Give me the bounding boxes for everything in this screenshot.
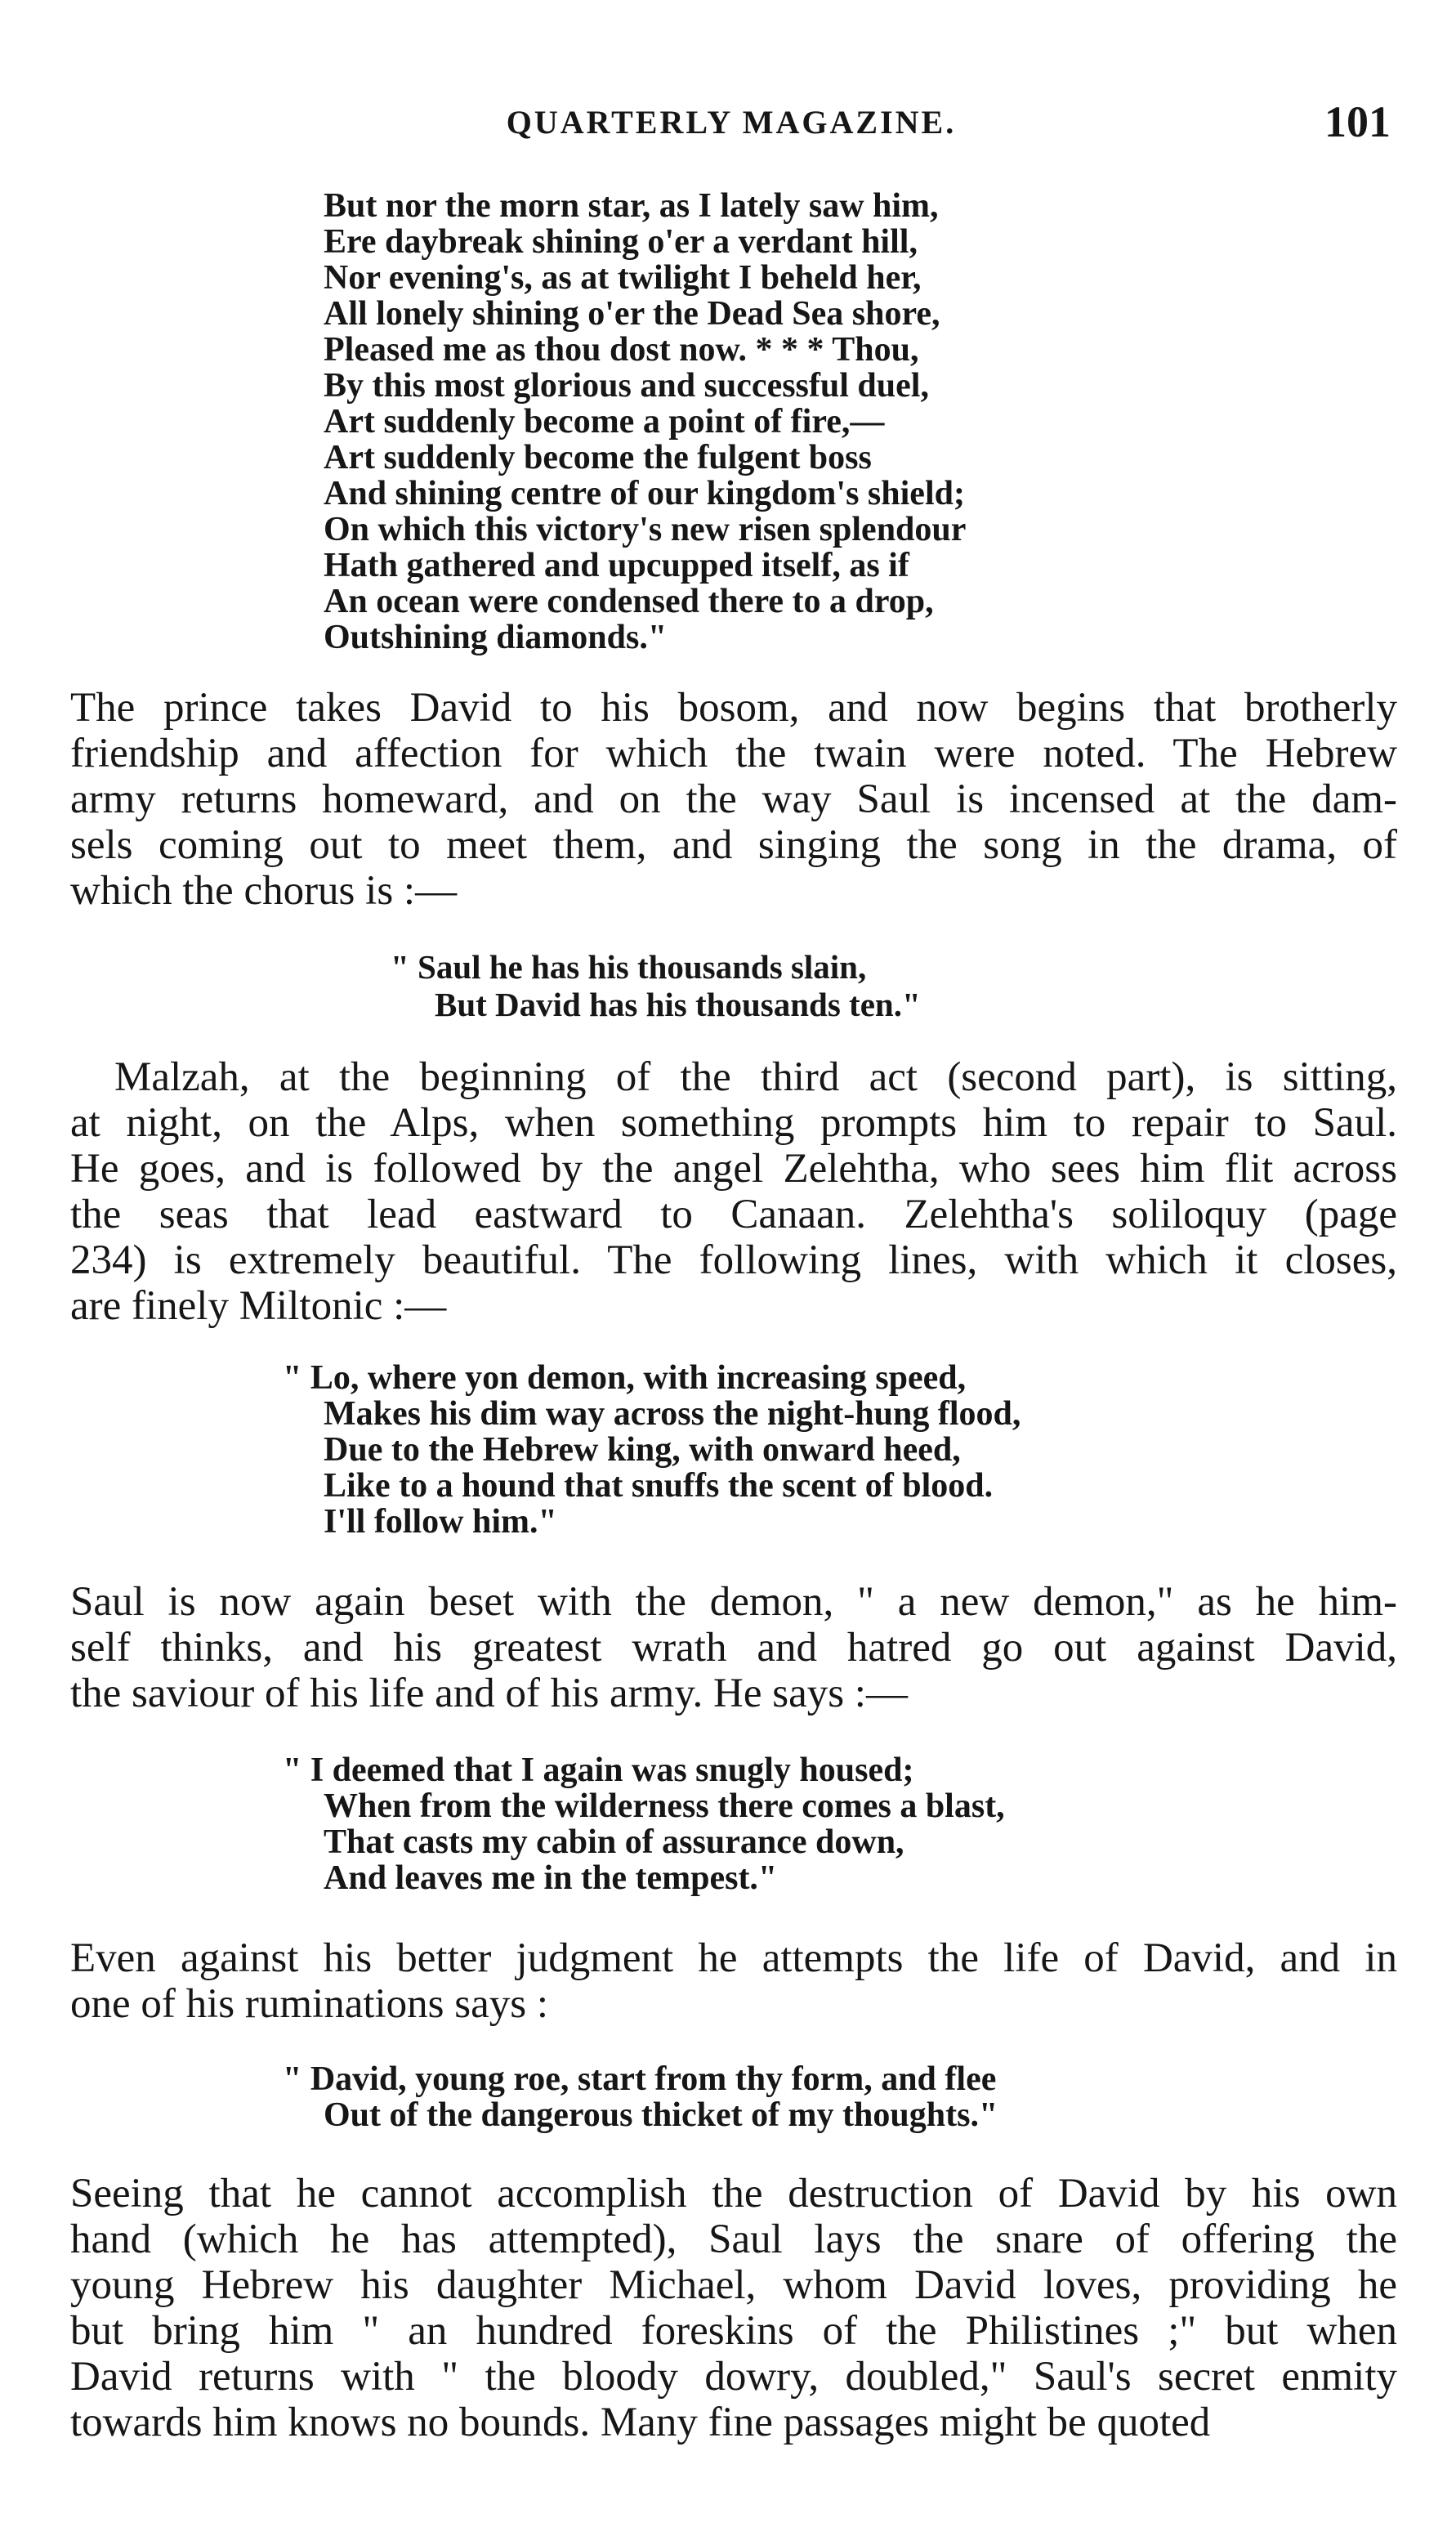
- page-header: [72, 96, 1391, 162]
- text-line: 234) is extremely beautiful. The following lines, with which it closes,: [70, 1237, 1397, 1283]
- verse-line: Out of the dangerous thicket of my thoughts.": [324, 2096, 998, 2134]
- paragraph-better-judgment: [70, 1935, 1397, 2027]
- verse-line: And leaves me in the tempest.": [324, 1859, 778, 1897]
- text-line: one of his ruminations says :: [70, 1981, 549, 2027]
- text-line: hand (which he has attempted), Saul lays the snare of offering the: [70, 2217, 1397, 2262]
- verse-quote-saul-thousands: [391, 948, 921, 1023]
- text-line: self thinks, and his greatest wrath and hatred go out against David,: [70, 1625, 1397, 1671]
- verse-quote-demon-speed: [283, 1360, 1021, 1540]
- verse-line: Due to the Hebrew king, with onward heed,: [324, 1431, 961, 1469]
- verse-line: When from the wilderness there comes a blast,: [324, 1787, 1005, 1825]
- verse-line: Makes his dim way across the night-hung flood,: [324, 1395, 1021, 1433]
- verse-line: That casts my cabin of assurance down,: [324, 1823, 904, 1861]
- verse-line: But David has his thousands ten.": [435, 986, 921, 1023]
- verse-line: And shining centre of our kingdom's shield;: [324, 475, 965, 512]
- verse-line: Hath gathered and upcupped itself, as if: [324, 547, 909, 584]
- verse-line: " Saul he has his thousands slain,: [391, 948, 867, 986]
- verse-line: " David, young roe, start from thy form, and flee: [283, 2060, 997, 2098]
- text-line: Even against his better judgment he attempts the life of David, and in: [70, 1935, 1397, 1981]
- text-line: towards him knows no bounds. Many fine passages might be quoted: [70, 2400, 1211, 2445]
- paragraph-seeing-that: [70, 2171, 1397, 2445]
- text-line: at night, on the Alps, when something prompts him to repair to Saul.: [70, 1100, 1397, 1146]
- verse-line: Pleased me as thou dost now. * * * Thou,: [324, 331, 919, 369]
- verse-line: " Lo, where yon demon, with increasing speed,: [283, 1359, 967, 1397]
- verse-quote-young-roe: [283, 2061, 998, 2133]
- paragraph-saul-beset: [70, 1579, 1397, 1716]
- text-line: Saul is now again beset with the demon, " a new demon," as he him-: [70, 1579, 1397, 1625]
- paragraph-prince-takes-david: [70, 685, 1397, 914]
- verse-line: But nor the morn star, as I lately saw him,: [324, 187, 939, 225]
- text-line: He goes, and is followed by the angel Zelehtha, who sees him flit across: [70, 1146, 1397, 1192]
- verse-line: Nor evening's, as at twilight I beheld her,: [324, 259, 922, 297]
- text-line: Seeing that he cannot accomplish the destruction of David by his own: [70, 2171, 1397, 2217]
- text-line: David returns with " the bloody dowry, doubled," Saul's secret enmity: [70, 2354, 1397, 2400]
- text-line: the saviour of his life and of his army. He says :—: [70, 1671, 908, 1716]
- verse-quote-morn-star: [324, 188, 966, 655]
- text-line: friendship and affection for which the twain were noted. The Hebrew: [70, 731, 1397, 776]
- verse-line: I'll follow him.": [324, 1503, 557, 1541]
- verse-line: All lonely shining o'er the Dead Sea shore,: [324, 295, 940, 333]
- verse-line: An ocean were condensed there to a drop,: [324, 583, 934, 620]
- verse-line: Art suddenly become a point of fire,—: [324, 403, 885, 441]
- verse-quote-snugly-housed: [283, 1752, 1005, 1896]
- running-head: QUARTERLY MAGAZINE.: [506, 104, 957, 141]
- verse-line: By this most glorious and successful duel,: [324, 367, 929, 405]
- text-line: The prince takes David to his bosom, and now begins that brotherly: [70, 685, 1397, 731]
- verse-line: On which this victory's new risen splendour: [324, 511, 967, 548]
- text-line: sels coming out to meet them, and singing the song in the drama, of: [70, 822, 1397, 868]
- text-line: but bring him " an hundred foreskins of the Philistines ;" but when: [70, 2308, 1397, 2354]
- verse-line: Outshining diamonds.": [324, 619, 668, 656]
- verse-line: " I deemed that I again was snugly housed;: [283, 1751, 914, 1789]
- text-line: army returns homeward, and on the way Saul is incensed at the dam-: [70, 776, 1397, 822]
- verse-line: Art suddenly become the fulgent boss: [324, 439, 872, 476]
- text-line: are finely Miltonic :—: [70, 1283, 447, 1329]
- text-line: which the chorus is :—: [70, 868, 458, 914]
- page-number: 101: [1324, 97, 1391, 146]
- text-line: the seas that lead eastward to Canaan. Zelehtha's soliloquy (page: [70, 1192, 1397, 1237]
- paragraph-malzah: [70, 1054, 1397, 1329]
- text-line: young Hebrew his daughter Michael, whom David loves, providing he: [70, 2262, 1397, 2308]
- text-line: Malzah, at the beginning of the third act (second part), is sitting,: [114, 1054, 1397, 1100]
- verse-line: Ere daybreak shining o'er a verdant hill,: [324, 223, 918, 261]
- verse-line: Like to a hound that snuffs the scent of blood.: [324, 1467, 994, 1505]
